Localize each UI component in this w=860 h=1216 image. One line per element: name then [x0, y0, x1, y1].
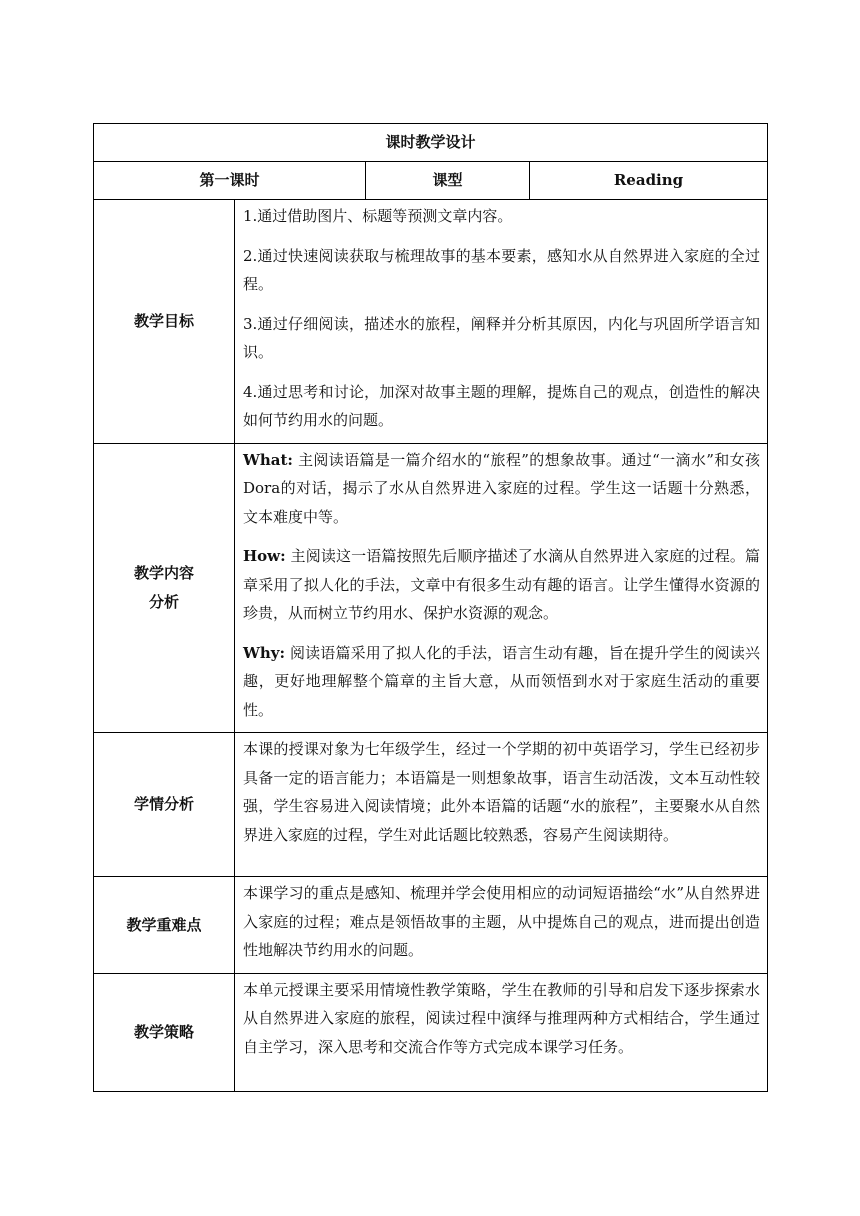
- why-paragraph: [243, 639, 760, 725]
- what-text: 主阅读语篇是一篇介绍水的“旅程”的想象故事。通过“一滴水”和女孩Dora的对话，揭示了水从自然界进入家庭的过程。学生这一话题十分熟悉，文本难度中等。: [243, 450, 761, 526]
- how-label: How:: [243, 547, 286, 565]
- why-label: Why:: [243, 643, 286, 662]
- learner-analysis-label: 学情分析: [94, 733, 235, 877]
- learner-analysis-row: [94, 733, 768, 877]
- objectives-label: 教学目标: [94, 200, 235, 444]
- learner-analysis-text: 本课的授课对象为七年级学生，经过一个学期的初中英语学习，学生已经初步具备一定的语言能力；本语篇是一则想象故事，语言生动活泼，文本互动性较强，学生容易进入阅读情境；此外本语篇的话题“水的旅程”，主要聚水从自然界进入家庭的过程，学生对此话题比较熟悉，容易产生阅读期待。: [235, 733, 768, 877]
- objectives-row: [94, 200, 768, 444]
- lesson-type-value: Reading: [530, 162, 768, 200]
- key-points-text: 本课学习的重点是感知、梳理并学会使用相应的动词短语描绘“水”从自然界进入家庭的过程；难点是领悟故事的主题，从中提炼自己的观点，进而提出创造性地解决节约用水的问题。: [235, 877, 768, 974]
- table-title: 课时教学设计: [94, 124, 768, 162]
- objective-item: 3.通过仔细阅读，描述水的旅程，阐释并分析其原因，内化与巩固所学语言知识。: [243, 314, 761, 361]
- what-paragraph: [243, 446, 760, 532]
- key-points-label: 教学重难点: [94, 877, 235, 974]
- content-analysis-content: [235, 443, 768, 733]
- title-row: [94, 124, 768, 162]
- objectives-content: [235, 200, 768, 444]
- how-paragraph: [243, 542, 760, 628]
- key-points-row: [94, 877, 768, 974]
- content-analysis-label: [94, 443, 235, 733]
- lesson-design-table: [93, 123, 768, 1092]
- content-analysis-label-line1: 教学内容: [133, 564, 194, 583]
- content-analysis-label-line2: 分析: [148, 592, 179, 611]
- content-analysis-row: [94, 443, 768, 733]
- lesson-type-label: 课型: [366, 162, 530, 200]
- objective-item: 4.通过思考和讨论，加深对故事主题的理解，提炼自己的观点，创造性的解决如何节约用水的问题。: [243, 382, 761, 429]
- lesson-number: 第一课时: [94, 162, 366, 200]
- objective-item: 2.通过快速阅读获取与梳理故事的基本要素，感知水从自然界进入家庭的全过程。: [243, 246, 761, 293]
- what-label: What:: [243, 450, 293, 469]
- strategy-text: 本单元授课主要采用情境性教学策略，学生在教师的引导和启发下逐步探索水从自然界进入家庭的旅程，阅读过程中演绎与推理两种方式相结合，学生通过自主学习，深入思考和交流合作等方式完成本课学习任务。: [235, 973, 768, 1091]
- header-row: [94, 162, 768, 200]
- strategy-label: 教学策略: [94, 973, 235, 1091]
- strategy-row: [94, 973, 768, 1091]
- how-text: 主阅读这一语篇按照先后顺序描述了水滴从自然界进入家庭的过程。篇章采用了拟人化的手法，文章中有很多生动有趣的语言。让学生懂得水资源的珍贵，从而树立节约用水、保护水资源的观念。: [243, 547, 761, 622]
- objective-item: 1.通过借助图片、标题等预测文章内容。: [243, 207, 513, 225]
- why-text: 阅读语篇采用了拟人化的手法，语言生动有趣，旨在提升学生的阅读兴趣，更好地理解整个篇章的主旨大意，从而领悟到水对于家庭生活动的重要性。: [243, 643, 761, 719]
